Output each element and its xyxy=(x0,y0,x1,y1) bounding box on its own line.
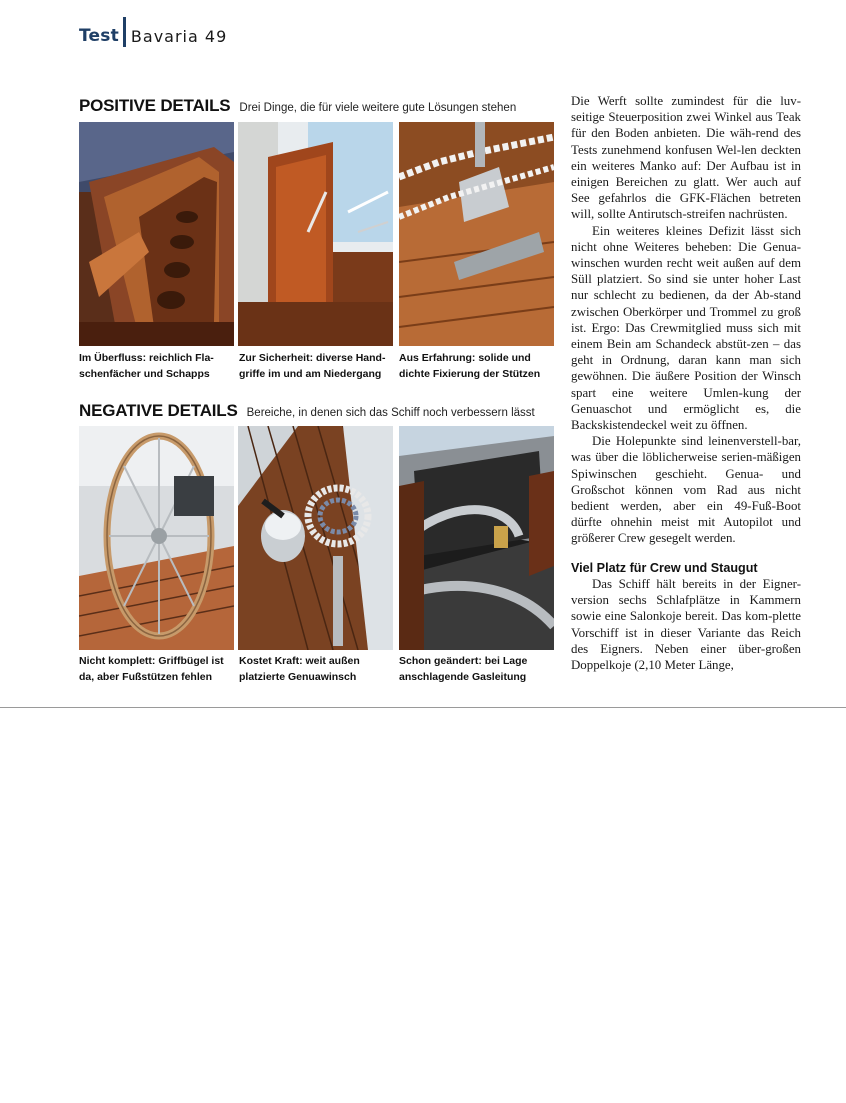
caption-line: dichte Fixierung der Stützen xyxy=(399,368,541,380)
caption-steering-wheel xyxy=(79,653,237,685)
caption-line: Schon geändert: bei Lage xyxy=(399,655,528,667)
negative-details-title: NEGATIVE DETAILS xyxy=(79,401,238,420)
positive-details-title: POSITIVE DETAILS xyxy=(79,96,231,115)
photo-gas-line xyxy=(399,426,554,650)
article-column xyxy=(571,93,801,673)
caption-line: platzierte Genuawinsch xyxy=(239,671,357,683)
caption-genoa-winch xyxy=(239,653,397,685)
caption-bottle-compartments xyxy=(79,350,237,382)
photo-steering-wheel xyxy=(79,426,234,650)
page-divider xyxy=(0,707,846,708)
photo-bottle-compartments xyxy=(79,122,234,346)
caption-line: anschlagende Gasleitung xyxy=(399,671,527,683)
caption-stanchion-fitting xyxy=(399,350,557,382)
positive-details-subtitle: Drei Dinge, die für viele weitere gute Lösungen stehen xyxy=(239,102,517,114)
negative-details-heading xyxy=(79,401,535,421)
positive-details-heading xyxy=(79,96,516,116)
caption-line: Kostet Kraft: weit außen xyxy=(239,655,360,667)
photo-companionway-handrails xyxy=(238,122,393,346)
article-paragraph: Die Holepunkte sind leinenverstell-bar, was über die löblicherweise serien-mäßigen Spiwinschen geschieht. Genua- und Großschot können vom Rad aus nicht bedient werden, aber ein 49-Fuß-Boot dürfte ohnehin meist mit Autopilot und größerer Crew gesegelt werden. xyxy=(571,434,801,546)
article-paragraph: Ein weiteres kleines Defizit lässt sich nicht ohne Weiteres beheben: Die Genua-winschen wurden recht weit außen auf dem Süll platziert. So sind sie unter hoher Last nur schlecht zu bedienen, da der Ab-stand zwischen Oberkörper und Trommel zu groß ist. Ergo: Das Crewmitglied muss sich mit einem Bein am Schandeck abstüt-zen – das geht in Ordnung, daran kann man sich gewöhnen. Die äußere Position der Winsch spart eine weitere Umlen-kung der Genuaschot und ermöglicht es, die Backskistendeckel weit zu öffnen. xyxy=(571,223,801,433)
caption-line: Aus Erfahrung: solide und xyxy=(399,352,531,364)
header-title: Bavaria 49 xyxy=(130,26,228,46)
article-subheading: Viel Platz für Crew und Staugut xyxy=(571,560,758,575)
page-header xyxy=(79,20,227,52)
article-paragraph: Die Werft sollte zumindest für die luv-seitige Steuerposition zwei Winkel aus Teak für den Boden anbieten. Die wäh-rend des Tests zunehmend konfusen Wel-len deckten ein weiteres Manko auf: Der Aufbau ist in einigen Bereichen zu glatt. Wer auch auf See gefahrlos die GFK-Flächen betreten will, sollte Antirutsch-streifen nachrüsten. xyxy=(571,94,801,222)
negative-details-subtitle: Bereiche, in denen sich das Schiff noch verbessern lässt xyxy=(246,407,535,419)
caption-gas-line xyxy=(399,653,557,685)
caption-line: Zur Sicherheit: diverse Hand- xyxy=(239,352,386,364)
photo-genoa-winch xyxy=(238,426,393,650)
caption-line: da, aber Fußstützen fehlen xyxy=(79,671,213,683)
caption-line: griffe im und am Niedergang xyxy=(239,368,382,380)
caption-line: schenfächer und Schapps xyxy=(79,368,210,380)
header-section-label: Test xyxy=(79,26,119,46)
photo-stanchion-fitting xyxy=(399,122,554,346)
caption-line: Im Überfluss: reichlich Fla- xyxy=(79,352,214,364)
caption-companionway-handrails xyxy=(239,350,397,382)
article-paragraph: Das Schiff hält bereits in der Eigner-version sechs Schlafplätze in Kammern sowie eine Salonkoje bereit. Das kom-plette Vorschiff ist in dieser Variante das Reich des Eigners. Neben einer über-großen Doppelkoje (2,10 Meter Länge, xyxy=(571,576,801,672)
header-divider xyxy=(123,17,126,47)
caption-line: Nicht komplett: Griffbügel ist xyxy=(79,655,224,667)
